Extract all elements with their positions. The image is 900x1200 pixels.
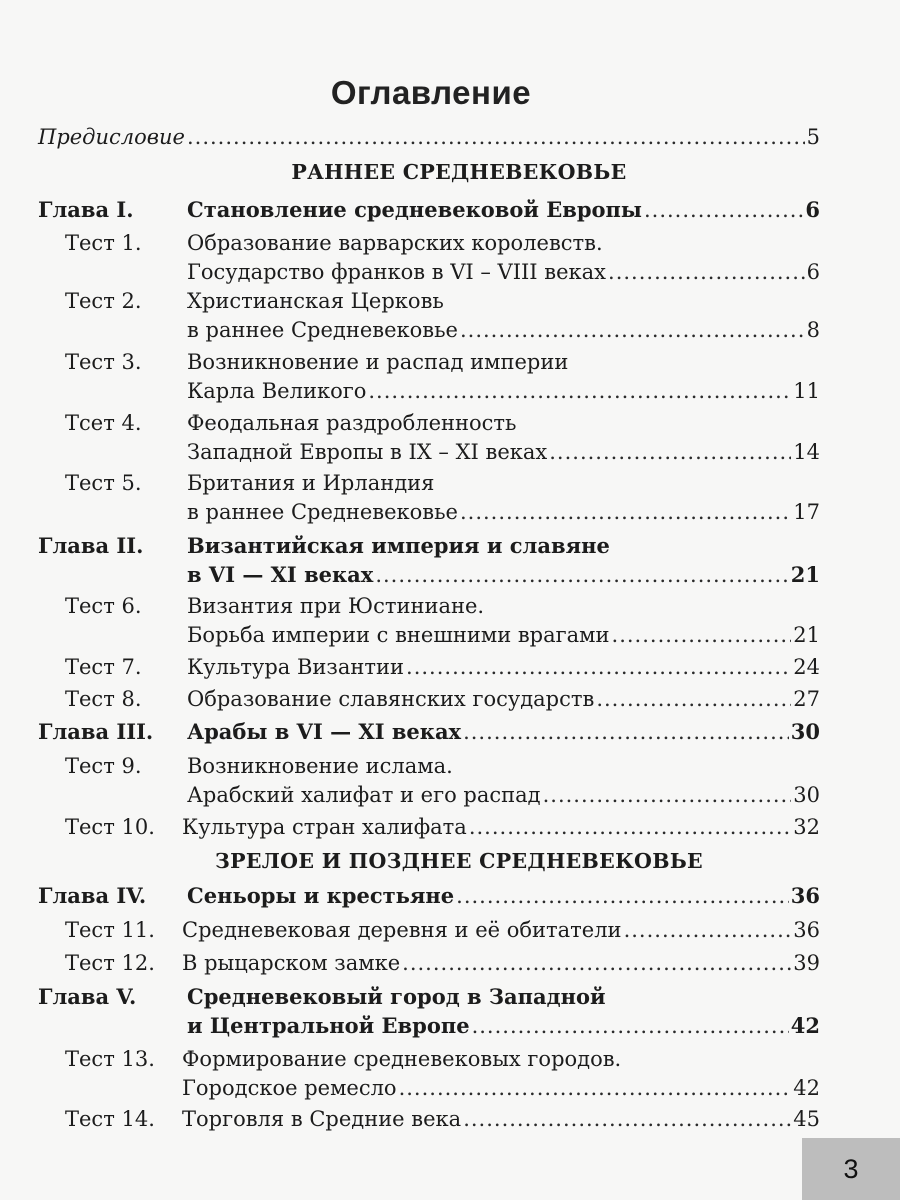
page-title: Оглавление [330, 74, 532, 111]
dot-leader [472, 1013, 789, 1039]
page-ref: 42 [790, 1013, 820, 1038]
dot-leader [543, 782, 792, 808]
dot-leader [460, 499, 791, 525]
page-ref: 8 [806, 318, 820, 342]
test-title-line: Возникновение и распад империи [187, 350, 569, 374]
toc-entry-test-1 [187, 259, 820, 285]
test-label: Тест 11. [65, 918, 155, 942]
dot-leader [608, 259, 805, 285]
preface-label: Предисловие [38, 125, 185, 149]
page-ref: 36 [793, 918, 820, 942]
toc-entry-chapter-4 [187, 883, 820, 909]
dot-leader [460, 317, 805, 343]
toc-entry-test-7 [187, 654, 820, 680]
page-ref: 24 [793, 655, 820, 679]
test-label: Тест 5. [65, 471, 142, 495]
dot-leader [368, 378, 791, 404]
test-label: Тест 14. [65, 1107, 155, 1131]
page-number: 3 [843, 1153, 859, 1184]
toc-entry-test-12 [182, 950, 820, 976]
chapter-title: Сеньоры и крестьяне [187, 883, 455, 908]
test-title-line: Государство франков в VI – VIII веках [187, 260, 607, 284]
dot-leader [644, 197, 803, 223]
page-ref: 5 [806, 125, 820, 149]
chapter-label: Глава I. [38, 197, 134, 222]
section-heading-late: ЗРЕЛОЕ И ПОЗДНЕЕ СРЕДНЕВЕКОВЬЕ [215, 849, 703, 873]
toc-entry-test-6 [187, 622, 820, 648]
page-ref: 39 [793, 951, 820, 975]
test-title-line: Образование варварских королевств. [187, 231, 603, 255]
page-ref: 6 [805, 197, 820, 222]
chapter-title: и Центральной Европе [187, 1013, 470, 1038]
toc-entry-test-4 [187, 439, 820, 465]
page-ref: 14 [793, 440, 820, 464]
chapter-title: Средневековый город в Западной [187, 984, 606, 1009]
dot-leader [463, 1106, 791, 1132]
toc-entry-test-10 [182, 814, 820, 840]
toc-entry-test-2 [187, 317, 820, 343]
test-title-line: Британия и Ирландия [187, 471, 435, 495]
dot-leader [463, 719, 789, 745]
test-title-line: Культура стран халифата [182, 815, 467, 839]
page-ref: 27 [793, 687, 820, 711]
test-title-line: Борьба империи с внешними врагами [187, 623, 610, 647]
dot-leader [596, 686, 791, 712]
dot-leader [624, 917, 792, 943]
page-ref: 6 [806, 260, 820, 284]
dot-leader [456, 883, 789, 909]
test-title-line: в раннее Средневековье [187, 500, 458, 524]
dot-leader [612, 622, 792, 648]
test-title-line: в раннее Средневековье [187, 318, 458, 342]
test-label: Тест 2. [65, 289, 142, 313]
test-title-line: Культура Византии [187, 655, 405, 679]
test-title-line: Феодальная раздробленность [187, 411, 517, 435]
dot-leader [375, 562, 788, 588]
dot-leader [469, 814, 791, 840]
page-ref: 30 [793, 783, 820, 807]
dot-leader [402, 950, 791, 976]
chapter-label: Глава V. [38, 984, 137, 1009]
test-title-line: Средневековая деревня и её обитатели [182, 918, 622, 942]
toc-entry-chapter-3 [187, 719, 820, 745]
test-title-line: Возникновение ислама. [187, 754, 453, 778]
test-title-line: Образование славянских государств [187, 687, 595, 711]
section-heading-early: РАННЕЕ СРЕДНЕВЕКОВЬЕ [291, 160, 627, 184]
chapter-label: Глава II. [38, 533, 144, 558]
page-ref: 42 [793, 1076, 820, 1100]
chapter-title: в VI — XI веках [187, 562, 374, 587]
page-ref: 17 [793, 500, 820, 524]
dot-leader [399, 1075, 792, 1101]
test-label: Тест 7. [65, 655, 142, 679]
page-ref: 36 [790, 883, 820, 908]
toc-entry-test-11 [182, 917, 820, 943]
toc-entry-test-3 [187, 378, 820, 404]
test-title-line: В рыцарском замке [182, 951, 401, 975]
toc-entry-chapter-1 [187, 197, 820, 223]
chapter-title: Становление средневековой Европы [187, 197, 642, 222]
test-label: Тест 6. [65, 594, 142, 618]
chapter-label: Глава IV. [38, 883, 147, 908]
test-label: Тест 1. [65, 231, 142, 255]
test-label: Тест 12. [65, 951, 155, 975]
page-ref: 30 [790, 719, 820, 744]
test-title-line: Арабский халифат и его распад [187, 783, 541, 807]
page-number-tab [802, 1138, 900, 1200]
dot-leader [549, 439, 791, 465]
toc-entry-test-5 [187, 499, 820, 525]
toc-entry-test-13 [182, 1075, 820, 1101]
page-ref: 11 [793, 379, 820, 403]
test-title-line: Западной Европы в IX – XI веках [187, 440, 548, 464]
test-label: Тест 9. [65, 754, 142, 778]
test-title-line: Городское ремесло [182, 1076, 397, 1100]
toc-entry-preface [38, 124, 820, 150]
test-title-line: Христианская Церковь [187, 289, 444, 313]
page-ref: 32 [793, 815, 820, 839]
toc-entry-test-8 [187, 686, 820, 712]
chapter-title: Византийская империя и славяне [187, 533, 610, 558]
test-label: Тест 8. [65, 687, 142, 711]
page-ref: 45 [793, 1107, 820, 1131]
chapter-title: Арабы в VI — XI веках [187, 719, 462, 744]
test-label: Тсет 4. [65, 411, 142, 435]
test-label: Тест 10. [65, 815, 155, 839]
test-title-line: Торговля в Средние века [182, 1107, 462, 1131]
page-ref: 21 [790, 562, 820, 587]
test-title-line: Византия при Юстиниане. [187, 594, 485, 618]
test-label: Тест 13. [65, 1047, 155, 1071]
toc-entry-chapter-5 [187, 1013, 820, 1039]
chapter-label: Глава III. [38, 719, 154, 744]
dot-leader [406, 654, 791, 680]
toc-entry-chapter-2 [187, 562, 820, 588]
test-title-line: Формирование средневековых городов. [182, 1047, 622, 1071]
test-label: Тест 3. [65, 350, 142, 374]
dot-leader [187, 124, 805, 150]
toc-entry-test-14 [182, 1106, 820, 1132]
page-ref: 21 [793, 623, 820, 647]
test-title-line: Карла Великого [187, 379, 367, 403]
toc-entry-test-9 [187, 782, 820, 808]
